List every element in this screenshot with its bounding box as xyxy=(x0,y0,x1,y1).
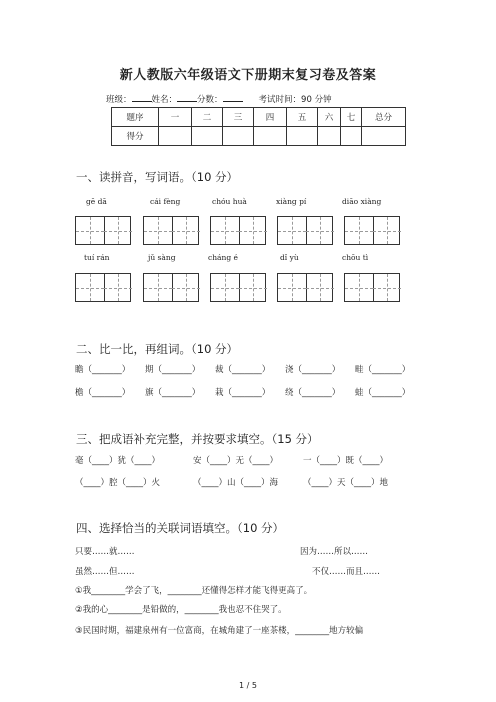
table-cell[interactable] xyxy=(362,127,406,146)
table-cell[interactable] xyxy=(254,127,287,146)
info-line xyxy=(106,92,332,105)
score-table-score-row xyxy=(112,127,406,146)
section4-heading: 四、选择恰当的关联词语填空。（10 分） xyxy=(76,521,285,535)
table-cell: 题序 xyxy=(112,108,159,127)
writing-box[interactable] xyxy=(210,273,266,302)
writing-box[interactable] xyxy=(143,273,199,302)
pinyin-label: diāo xiàng xyxy=(342,197,382,206)
pinyin-label: cháng é xyxy=(208,253,238,262)
pinyin-label: dǐ yù xyxy=(280,253,299,262)
table-cell[interactable] xyxy=(341,127,362,146)
compare-item[interactable]: 裁（_______） xyxy=(215,365,271,375)
table-cell: 七 xyxy=(341,108,362,127)
score-blank xyxy=(223,92,243,102)
name-label: 姓名： xyxy=(151,95,178,105)
section3-heading: 三、把成语补充完整，并按要求填空。（15 分） xyxy=(76,432,319,446)
idiom-item[interactable]: （____）山（____）海 xyxy=(193,478,279,488)
compare-item[interactable]: 绕（_______） xyxy=(285,388,341,398)
compare-item[interactable]: 期（_______） xyxy=(145,365,201,375)
writing-box[interactable] xyxy=(277,216,333,245)
compare-item[interactable]: 旗（_______） xyxy=(145,388,201,398)
conjunction-option: 虽然……但…… xyxy=(75,567,135,577)
idiom-item[interactable]: 毫（____）犹（____） xyxy=(75,456,161,466)
section2-heading: 二、比一比，再组词。（10 分） xyxy=(76,342,239,356)
score-table-header-row xyxy=(112,108,406,127)
class-blank xyxy=(132,92,152,102)
compare-item[interactable]: 瞻（_______） xyxy=(75,365,131,375)
compare-item[interactable]: 檐（_______） xyxy=(75,388,131,398)
question-line[interactable]: ③民国时期，福建泉州有一位富商，在城角建了一座茶楼，________地方较偏 xyxy=(75,626,364,636)
writing-box[interactable] xyxy=(75,216,131,245)
writing-box[interactable] xyxy=(277,273,333,302)
class-label: 班级： xyxy=(106,95,132,105)
writing-box[interactable] xyxy=(344,216,400,245)
section1-heading: 一、读拼音，写词语。（10 分） xyxy=(76,170,239,184)
pinyin-label: xiàng pí xyxy=(276,197,307,206)
question-line[interactable]: ①我________学会了飞，________还懂得怎样才能飞得更高了。 xyxy=(75,586,313,596)
table-cell[interactable] xyxy=(159,127,192,146)
table-cell: 一 xyxy=(159,108,192,127)
table-cell[interactable] xyxy=(287,127,318,146)
pinyin-label: jǔ sàng xyxy=(148,253,176,262)
page-number: 1 / 5 xyxy=(239,681,257,690)
writing-box[interactable] xyxy=(210,216,266,245)
writing-box[interactable] xyxy=(143,216,199,245)
conjunction-option: 不仅……而且…… xyxy=(312,567,381,577)
writing-box[interactable] xyxy=(75,273,131,302)
table-cell: 四 xyxy=(254,108,287,127)
pinyin-label: gē dā xyxy=(86,197,107,206)
compare-item[interactable]: 栽（_______） xyxy=(215,388,271,398)
table-cell: 二 xyxy=(192,108,223,127)
table-cell: 总分 xyxy=(362,108,406,127)
table-cell: 三 xyxy=(223,108,254,127)
compare-item[interactable]: 浇（_______） xyxy=(285,365,341,375)
writing-box[interactable] xyxy=(344,273,400,302)
time-label: 考试时间：90 分钟 xyxy=(258,95,332,105)
idiom-item[interactable]: （____）腔（____）火 xyxy=(75,478,161,488)
idiom-item[interactable]: 安（____）无（____） xyxy=(193,456,279,466)
score-table xyxy=(111,107,406,146)
pinyin-label: chōu tì xyxy=(342,253,369,262)
idiom-item[interactable]: 一（____）既（____） xyxy=(303,456,389,466)
name-blank xyxy=(177,92,197,102)
pinyin-label: tuí rán xyxy=(84,253,110,262)
pinyin-label: cái fèng xyxy=(150,197,181,206)
compare-item[interactable]: 畦（_______） xyxy=(355,365,411,375)
pinyin-label: chóu huà xyxy=(212,197,247,206)
table-cell: 得分 xyxy=(112,127,159,146)
table-cell[interactable] xyxy=(223,127,254,146)
table-cell: 六 xyxy=(318,108,341,127)
question-line[interactable]: ②我的心________是铅做的，________我也忍不住哭了。 xyxy=(75,605,287,615)
conjunction-option: 只要……就…… xyxy=(75,547,135,557)
score-label: 分数： xyxy=(197,95,223,105)
idiom-item[interactable]: （____）天（____）地 xyxy=(303,478,389,488)
table-cell[interactable] xyxy=(318,127,341,146)
compare-item[interactable]: 蛙（_______） xyxy=(355,388,411,398)
table-cell[interactable] xyxy=(192,127,223,146)
conjunction-option: 因为……所以…… xyxy=(300,547,369,557)
table-cell: 五 xyxy=(287,108,318,127)
page-title: 新人教版六年级语文下册期末复习卷及答案 xyxy=(119,68,377,83)
